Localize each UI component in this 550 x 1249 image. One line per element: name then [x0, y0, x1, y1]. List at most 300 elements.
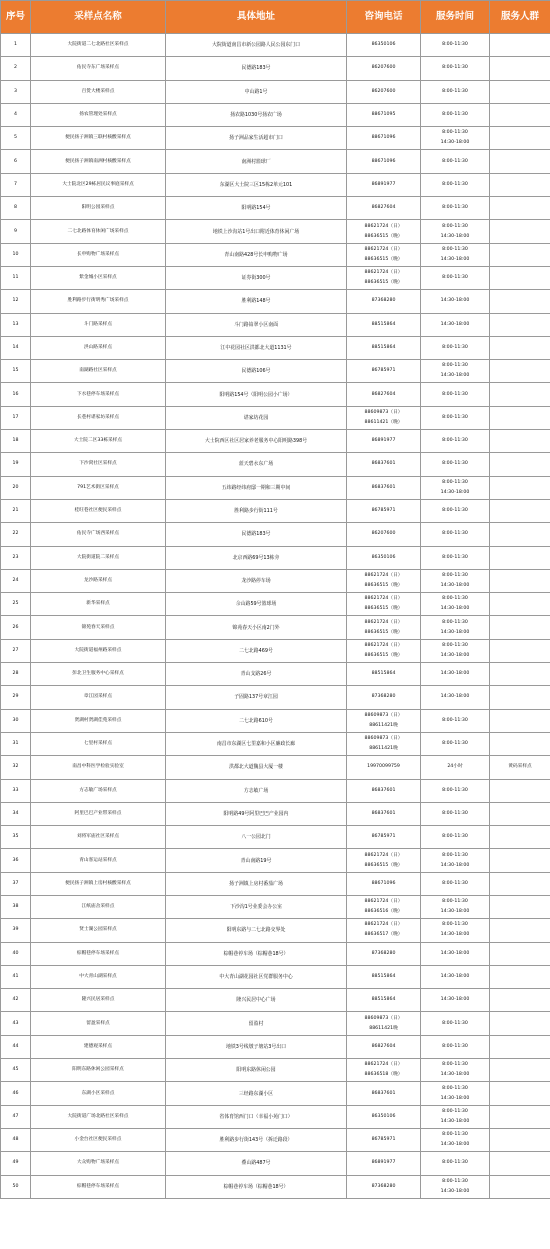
cell-address: 地铁3号线墩子塘站3号出口: [166, 1035, 347, 1058]
cell-time-line: 8:00-11:30: [442, 345, 468, 350]
table-row: [1, 756, 550, 779]
cell-crowd: [490, 1105, 550, 1128]
cell-time: [421, 499, 490, 522]
cell-phone-line: 88609873（日）: [364, 712, 403, 718]
cell-phone-line: 86837601: [371, 484, 396, 490]
cell-phone: [347, 406, 421, 429]
cell-name: 建德观采样点: [31, 1035, 166, 1058]
cell-address: 扬子洲品家生活超市门口: [166, 127, 347, 150]
cell-phone: [347, 523, 421, 546]
cell-address: 省体育馆西门口（幸福小苑门口）: [166, 1105, 347, 1128]
cell-address: 阳明东路休闲公园: [166, 1059, 347, 1082]
cell-phone-line: 86785971: [371, 834, 396, 840]
table-row: [1, 1152, 550, 1175]
cell-time-line: 8:00-11:30: [442, 130, 468, 136]
cell-phone: [347, 1128, 421, 1151]
cell-address: 五纬路经纬府邸一期和三期中间: [166, 476, 347, 499]
table-row: [1, 616, 550, 639]
cell-time-line: 8:00-11:30: [442, 1178, 468, 1184]
cell-name: 章江园采样点: [31, 686, 166, 709]
cell-phone-line: 88611421晚: [369, 1025, 398, 1031]
cell-name: 长巷村谌家坊采样点: [31, 406, 166, 429]
cell-crowd: [490, 220, 550, 243]
table-row: [1, 197, 550, 220]
cell-no: 6: [1, 150, 31, 173]
cell-no: 35: [1, 826, 31, 849]
cell-phone-line: 88515864: [371, 974, 396, 980]
cell-time: [421, 616, 490, 639]
cell-phone-line: 88636518（晚）: [364, 1072, 403, 1078]
cell-name: 大院街道二七北路社区采样点: [31, 34, 166, 57]
table-row: [1, 360, 550, 383]
table-row: [1, 220, 550, 243]
cell-no: 33: [1, 779, 31, 802]
cell-time: [421, 919, 490, 942]
cell-phone: [347, 1152, 421, 1175]
cell-no: 42: [1, 989, 31, 1012]
cell-address: 留盈村: [166, 1012, 347, 1035]
cell-crowd: [490, 266, 550, 289]
col-header-no: 序号: [1, 1, 31, 34]
cell-name: 下水巷停车场采样点: [31, 383, 166, 406]
cell-time-line: 14:30-18:00: [440, 694, 470, 700]
table-row: [1, 872, 550, 895]
cell-crowd: [490, 80, 550, 103]
cell-address: 胜利路148号: [166, 290, 347, 313]
cell-name: 中大青山湖采样点: [31, 965, 166, 988]
cell-crowd: [490, 779, 550, 802]
cell-time-line: 8:00-11:30: [442, 1132, 468, 1138]
cell-time: [421, 849, 490, 872]
cell-phone: [347, 569, 421, 592]
cell-crowd: [490, 593, 550, 616]
cell-time-line: 14:30-18:00: [440, 652, 470, 658]
cell-address: 中山路1号: [166, 80, 347, 103]
table-row: [1, 173, 550, 196]
cell-no: 19: [1, 453, 31, 476]
cell-time: [421, 1175, 490, 1198]
cell-name: 棕帽巷停车场采样点: [31, 1175, 166, 1198]
cell-time-line: 14:30-18:00: [440, 321, 470, 327]
cell-name: 大院街道广场北路社区采样点: [31, 1105, 166, 1128]
cell-phone-line: 88621724（日）: [364, 596, 403, 602]
cell-time-line: 14:30-18:00: [440, 932, 470, 938]
cell-name: 贤湖村贤湖佳苑采样点: [31, 709, 166, 732]
cell-crowd: [490, 313, 550, 336]
cell-crowd: [490, 383, 550, 406]
cell-crowd: [490, 826, 550, 849]
cell-time-line: 8:00-11:30: [442, 1020, 468, 1026]
table-row: [1, 266, 550, 289]
cell-no: 5: [1, 127, 31, 150]
cell-phone-line: 86827604: [371, 391, 396, 397]
cell-address: 方志敏广场: [166, 779, 347, 802]
cell-crowd: [490, 1152, 550, 1175]
table-row: [1, 639, 550, 662]
cell-time: [421, 872, 490, 895]
cell-crowd: [490, 569, 550, 592]
cell-time-line: 8:00-11:30: [442, 414, 468, 420]
cell-address: 胜利路步行街143号（拆迁路段）: [166, 1128, 347, 1151]
cell-time-line: 8:00-11:30: [442, 572, 468, 578]
cell-time-line: 14:30-18:00: [440, 233, 470, 239]
cell-crowd: [490, 173, 550, 196]
cell-no: 34: [1, 802, 31, 825]
cell-phone-line: 87368280: [371, 1183, 396, 1189]
cell-name: 下沙窝社区采样点: [31, 453, 166, 476]
cell-time: [421, 802, 490, 825]
cell-no: 27: [1, 639, 31, 662]
cell-phone-line: 88621724（日）: [364, 899, 403, 905]
cell-phone: [347, 942, 421, 965]
cell-address: 江中花园社区洪都北大道1131号: [166, 336, 347, 359]
cell-time-line: 14:30-18:00: [440, 1142, 470, 1148]
cell-address: 民德路183号: [166, 57, 347, 80]
table-row: [1, 1012, 550, 1035]
cell-address: 大院街道南昌市新公园路人民公园东门口: [166, 34, 347, 57]
cell-time-line: 14:30-18:00: [440, 489, 470, 495]
table-row: [1, 383, 550, 406]
table-row: [1, 1175, 550, 1198]
table-row: [1, 34, 550, 57]
cell-no: 47: [1, 1105, 31, 1128]
cell-time: [421, 173, 490, 196]
cell-phone-line: 88671096: [371, 158, 396, 164]
cell-crowd: [490, 1128, 550, 1151]
cell-address: 下沙沟1号业委会办公室: [166, 895, 347, 918]
cell-name: 791艺术街区采样点: [31, 476, 166, 499]
cell-phone-line: 88636515（晚）: [364, 629, 403, 635]
cell-name: 南昌中科医学检验实验室: [31, 756, 166, 779]
cell-name: 南湖路社区采样点: [31, 360, 166, 383]
cell-name: 佑民寺东广场采样点: [31, 57, 166, 80]
cell-no: 14: [1, 336, 31, 359]
table-row: [1, 593, 550, 616]
cell-time-line: 8:00-11:30: [442, 899, 468, 905]
table-row: [1, 80, 550, 103]
cell-name: 大士院北区29栋居民议事庭采样点: [31, 173, 166, 196]
cell-time-line: 14:30-18:00: [440, 1188, 470, 1194]
table-row: [1, 802, 550, 825]
cell-crowd: [490, 546, 550, 569]
cell-crowd: [490, 965, 550, 988]
cell-time: [421, 150, 490, 173]
cell-time: [421, 360, 490, 383]
table-row: [1, 989, 550, 1012]
cell-address: 民德路106号: [166, 360, 347, 383]
cell-name: 方志敏广场采样点: [31, 779, 166, 802]
cell-phone-line: 86891977: [371, 1160, 396, 1166]
cell-phone-line: 87368280: [371, 694, 396, 700]
cell-time: [421, 290, 490, 313]
cell-address: 东湖区大士院三区15栋2单元101: [166, 173, 347, 196]
cell-time: [421, 197, 490, 220]
cell-address: 子固路137号章江园: [166, 686, 347, 709]
cell-address: 三经路东湖小区: [166, 1082, 347, 1105]
cell-address: 地铁上沙沟站1号出口附近体育休闲广场: [166, 220, 347, 243]
cell-address: 谌家坊花园: [166, 406, 347, 429]
cell-time-line: 14:30-18:00: [440, 862, 470, 868]
cell-address: 民德路183号: [166, 523, 347, 546]
col-header-phone: 咨询电话: [347, 1, 421, 34]
cell-phone-line: 86837601: [371, 461, 396, 467]
table-row: [1, 919, 550, 942]
cell-time-line: 8:00-11:30: [442, 363, 468, 369]
cell-phone: [347, 919, 421, 942]
cell-no: 44: [1, 1035, 31, 1058]
cell-time: [421, 686, 490, 709]
cell-time: [421, 779, 490, 802]
cell-address: 青山南路19号: [166, 849, 347, 872]
cell-phone-line: 86891977: [371, 181, 396, 187]
cell-no: 31: [1, 732, 31, 755]
cell-name: 大众购物广场采样点: [31, 1152, 166, 1175]
table-row: [1, 732, 550, 755]
cell-phone-line: 86837601: [371, 810, 396, 816]
cell-time: [421, 383, 490, 406]
table-row: [1, 313, 550, 336]
cell-time-line: 14:30-18:00: [440, 950, 470, 956]
cell-crowd: [490, 942, 550, 965]
cell-address: 北京西路69号13栋旁: [166, 546, 347, 569]
cell-phone-line: 88609873（日）: [364, 409, 403, 415]
cell-phone: [347, 895, 421, 918]
cell-crowd: [490, 360, 550, 383]
cell-phone: [347, 593, 421, 616]
cell-time-line: 8:00-11:30: [442, 1108, 468, 1114]
table-row: [1, 686, 550, 709]
cell-time: [421, 1035, 490, 1058]
cell-name: 便民扬子洲镇南洲村核酸采样点: [31, 150, 166, 173]
cell-phone: [347, 313, 421, 336]
cell-time-line: 8:00-11:30: [442, 246, 468, 252]
cell-name: 大士院二区33栋采样点: [31, 430, 166, 453]
cell-crowd: [490, 1082, 550, 1105]
cell-name: 青山客运站采样点: [31, 849, 166, 872]
cell-time-line: 8:00-11:30: [442, 787, 468, 793]
cell-phone-line: 86785971: [371, 368, 396, 374]
cell-no: 39: [1, 919, 31, 942]
cell-time-line: 8:00-11:30: [442, 531, 468, 537]
cell-address: 锦苑春天小区南2门外: [166, 616, 347, 639]
table-row: [1, 406, 550, 429]
cell-time: [421, 453, 490, 476]
cell-crowd: [490, 686, 550, 709]
cell-phone-line: 19970099759: [367, 764, 400, 770]
cell-phone: [347, 150, 421, 173]
cell-address: 青山南路428号长申购物广场: [166, 243, 347, 266]
cell-phone-line: 88621724（日）: [364, 246, 403, 252]
cell-crowd: [490, 1012, 550, 1035]
cell-crowd: [490, 709, 550, 732]
cell-address: 隆兴民居中心广场: [166, 989, 347, 1012]
cell-phone: [347, 1012, 421, 1035]
cell-phone-line: 86207600: [371, 65, 396, 71]
cell-name: 贤士湖公园采样点: [31, 919, 166, 942]
table-row: [1, 965, 550, 988]
cell-phone: [347, 1082, 421, 1105]
cell-phone-line: 88609873（日）: [364, 736, 403, 742]
table-row: [1, 826, 550, 849]
cell-phone-line: 86785971: [371, 1137, 396, 1143]
cell-no: 45: [1, 1059, 31, 1082]
cell-no: 38: [1, 895, 31, 918]
cell-phone: [347, 1175, 421, 1198]
cell-name: 阿里巴巴产业带采样点: [31, 802, 166, 825]
cell-phone-line: 86827604: [371, 205, 396, 211]
cell-phone-line: 88621724（日）: [364, 922, 403, 928]
cell-name: 隆兴民居采样点: [31, 989, 166, 1012]
table-row: [1, 1105, 550, 1128]
cell-phone-line: 88636515（晚）: [364, 862, 403, 868]
cell-no: 26: [1, 616, 31, 639]
cell-time-line: 14:30-18:00: [440, 974, 470, 980]
cell-no: 9: [1, 220, 31, 243]
cell-phone: [347, 802, 421, 825]
col-header-time: 服务时间: [421, 1, 490, 34]
cell-crowd: [490, 430, 550, 453]
cell-crowd: [490, 476, 550, 499]
cell-time-line: 8:00-11:30: [442, 181, 468, 187]
cell-phone-line: 88636515（晚）: [364, 606, 403, 612]
cell-phone-line: 88636515（晚）: [364, 233, 403, 239]
cell-no: 11: [1, 266, 31, 289]
cell-time-line: 14:30-18:00: [440, 1118, 470, 1124]
cell-crowd: [490, 849, 550, 872]
cell-name: 新华采样点: [31, 593, 166, 616]
table-row: [1, 523, 550, 546]
cell-phone-line: 88636515（晚）: [364, 652, 403, 658]
cell-crowd: [490, 895, 550, 918]
cell-name: 龙沙路采样点: [31, 569, 166, 592]
cell-crowd: [490, 453, 550, 476]
cell-time: [421, 103, 490, 126]
cell-crowd: [490, 1059, 550, 1082]
table-row: [1, 895, 550, 918]
cell-no: 22: [1, 523, 31, 546]
cell-no: 15: [1, 360, 31, 383]
cell-crowd: [490, 57, 550, 80]
cell-time-line: 14:30-18:00: [440, 298, 470, 304]
table-row: [1, 779, 550, 802]
cell-time: [421, 243, 490, 266]
cell-crowd: [490, 243, 550, 266]
cell-name: 二七北路体育休闲广场采样点: [31, 220, 166, 243]
cell-phone: [347, 197, 421, 220]
cell-phone: [347, 220, 421, 243]
cell-phone: [347, 80, 421, 103]
cell-phone-line: 86207600: [371, 88, 396, 94]
cell-name: 阳明东路休闲公园采样点: [31, 1059, 166, 1082]
cell-time: [421, 1059, 490, 1082]
cell-time: [421, 34, 490, 57]
table-row: [1, 336, 550, 359]
cell-time-line: 8:00-11:30: [442, 741, 468, 747]
cell-crowd: [490, 989, 550, 1012]
cell-no: 29: [1, 686, 31, 709]
cell-address: 阳明路49号阿里巴巴产业园内: [166, 802, 347, 825]
cell-no: 7: [1, 173, 31, 196]
cell-phone-line: 88636516（晚）: [364, 909, 403, 915]
cell-address: 阳明东路与二七北路交界处: [166, 919, 347, 942]
cell-address: 南洲村篮球厂: [166, 150, 347, 173]
cell-time-line: 8:00-11:30: [442, 810, 468, 816]
cell-time-line: 8:00-11:30: [442, 438, 468, 444]
cell-time: [421, 826, 490, 849]
cell-name: 七里村采样点: [31, 732, 166, 755]
cell-address: 佘山路59号篮球场: [166, 593, 347, 616]
cell-name: 长申购物广场采样点: [31, 243, 166, 266]
cell-phone: [347, 34, 421, 57]
cell-phone-line: 86827604: [371, 1043, 396, 1049]
col-header-crowd: 服务人群: [490, 1, 550, 34]
cell-phone: [347, 1105, 421, 1128]
cell-phone-line: 88621724（日）: [364, 642, 403, 648]
table-row: [1, 1082, 550, 1105]
cell-phone: [347, 1059, 421, 1082]
cell-no: 3: [1, 80, 31, 103]
cell-no: 30: [1, 709, 31, 732]
cell-phone: [347, 453, 421, 476]
cell-address: 八一公园北门: [166, 826, 347, 849]
cell-name: 锦苑春天采样点: [31, 616, 166, 639]
cell-no: 4: [1, 103, 31, 126]
cell-time: [421, 220, 490, 243]
cell-address: 阳明路154号（阳明公园小广场）: [166, 383, 347, 406]
table-row: [1, 453, 550, 476]
cell-address: 棕帽巷停车场（棕帽巷18号）: [166, 942, 347, 965]
cell-address: 二七北路610号: [166, 709, 347, 732]
cell-time: [421, 80, 490, 103]
cell-no: 13: [1, 313, 31, 336]
cell-phone-line: 88611421晚: [369, 722, 398, 728]
table-row: [1, 150, 550, 173]
cell-name: 便民扬子洲镇上房村核酸采样点: [31, 872, 166, 895]
cell-phone-line: 88671096: [371, 135, 396, 141]
cell-name: 棕帽巷停车场采样点: [31, 942, 166, 965]
cell-time-line: 8:00-11:30: [442, 880, 468, 886]
cell-no: 20: [1, 476, 31, 499]
table-row: [1, 1059, 550, 1082]
table-body: [1, 34, 550, 1199]
cell-phone-line: 88636515（晚）: [364, 256, 403, 262]
cell-phone-line: 88515864: [371, 321, 396, 327]
cell-time: [421, 1128, 490, 1151]
cell-address: 南昌市东湖区七里嘉和小区廉政长廊: [166, 732, 347, 755]
cell-time-line: 8:00-11:30: [442, 158, 468, 164]
cell-time-line: 8:00-11:30: [442, 205, 468, 211]
cell-no: 46: [1, 1082, 31, 1105]
cell-no: 32: [1, 756, 31, 779]
cell-time: [421, 476, 490, 499]
cell-crowd: [490, 197, 550, 220]
cell-phone: [347, 266, 421, 289]
cell-time: [421, 266, 490, 289]
cell-phone-line: 86837601: [371, 787, 396, 793]
cell-time: [421, 895, 490, 918]
cell-address: 龙沙路停车场: [166, 569, 347, 592]
cell-no: 37: [1, 872, 31, 895]
cell-time-line: 8:00-11:30: [442, 596, 468, 602]
cell-time-line: 14:30-18:00: [440, 582, 470, 588]
cell-phone: [347, 663, 421, 686]
cell-phone-line: 88636517（晚）: [364, 932, 403, 938]
table-row: [1, 499, 550, 522]
cell-address: 二七北路469号: [166, 639, 347, 662]
cell-name: 留盈采样点: [31, 1012, 166, 1035]
cell-crowd: [490, 336, 550, 359]
cell-address: 斗门路铂翠小区南面: [166, 313, 347, 336]
